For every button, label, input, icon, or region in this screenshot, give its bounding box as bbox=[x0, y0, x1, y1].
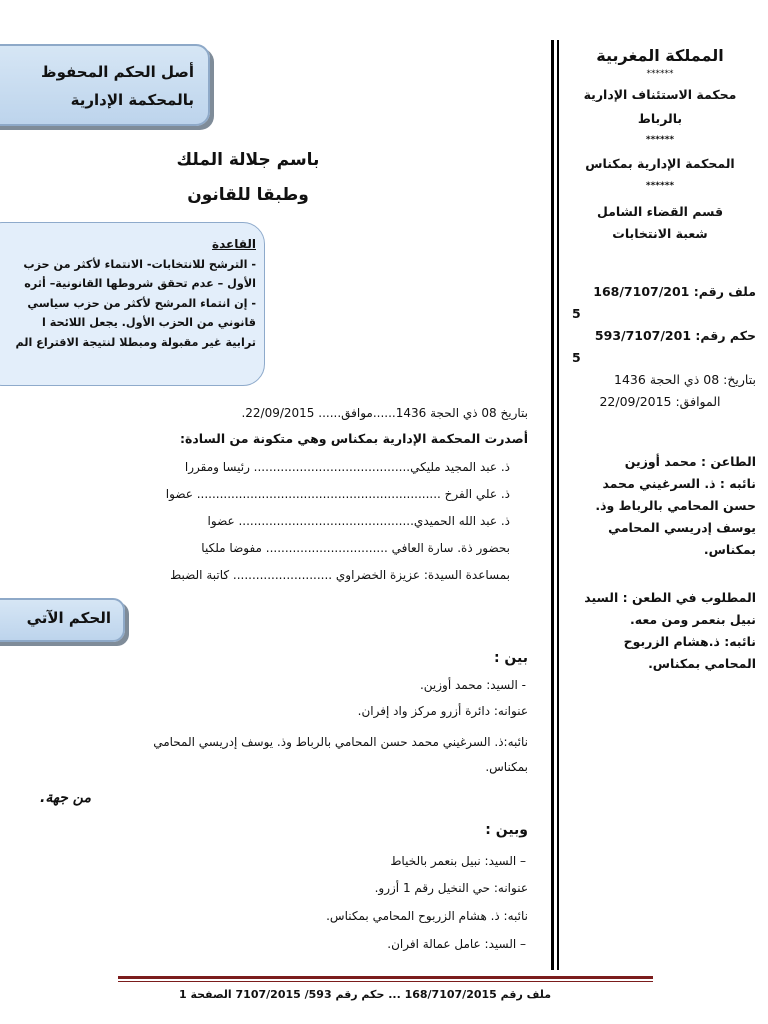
court-member: ذ. عبد المجيد مليكي......................................... رئيسا ومقررا bbox=[184, 460, 510, 474]
origin-line: أصل الحكم المحفوظ bbox=[41, 63, 194, 81]
party-line: - السيد: محمد أوزين. bbox=[419, 678, 526, 692]
appeal-city: بالرباط bbox=[637, 111, 683, 126]
separator-stars: ****** bbox=[645, 135, 675, 145]
rule-title: القاعدة bbox=[212, 237, 256, 251]
session-date: بتاريخ 08 ذي الحجة 1436......موافق...... 22/09/2015. bbox=[241, 406, 528, 420]
appeal-court: محكمة الاستئناف الإدارية bbox=[583, 87, 737, 102]
appellant-line: حسن المحامي بالرباط وذ. bbox=[595, 498, 756, 513]
admin-court: المحكمة الإدارية بمكناس bbox=[585, 156, 735, 171]
legal-rule-box bbox=[0, 222, 265, 386]
origin-stamp-box bbox=[0, 44, 210, 126]
party-line: – السيد: نبيل بنعمر بالخياط bbox=[390, 854, 526, 868]
party-line: عنوانه: دائرة أزرو مركز واد إفران. bbox=[357, 704, 528, 718]
respondent-line: المطلوب في الطعن : السيد bbox=[584, 590, 756, 605]
page-footer: ملف رقم 168/7107/2015 ... حكم رقم 593/ 7107/2015 الصفحة 1 bbox=[178, 988, 552, 1001]
court-member: ذ. علي الفرخ ................................................................ عضوا bbox=[165, 487, 510, 501]
divider-line bbox=[551, 40, 554, 970]
rule-line: قانوني من الحزب الأول. يجعل اللائحة ا bbox=[42, 316, 256, 329]
party-line: بمكناس. bbox=[485, 760, 528, 774]
court-member: بحضور ذة. سارة العافي ................................ مفوضا ملكيا bbox=[201, 541, 510, 555]
judgment-date: بتاريخ: 08 ذي الحجة 1436 bbox=[614, 372, 756, 387]
between-label: وبين : bbox=[485, 822, 528, 838]
file-number-tail: 5 bbox=[572, 306, 581, 321]
judgment-number-tail: 5 bbox=[572, 350, 581, 365]
royal-heading: باسم جلالة الملك bbox=[176, 150, 320, 170]
footer-rule bbox=[118, 981, 653, 982]
appellant-line: نائبه : ذ. السرغيني محمد bbox=[602, 476, 756, 491]
party-line: نائبه:ذ. السرغيني محمد حسن المحامي بالرباط وذ. يوسف إدريسي المحامي bbox=[153, 735, 528, 749]
from-side: من جهة. bbox=[40, 790, 91, 806]
rule-line: - إن انتماء المرشح لأكثر من حزب سياسي bbox=[27, 296, 256, 310]
footer-rule bbox=[118, 976, 653, 979]
court-issued: أصدرت المحكمة الإدارية بمكناس وهي متكونة من السادة: bbox=[179, 431, 528, 446]
court-member: ذ. عبد الله الحميدي.............................................. عضوا bbox=[207, 514, 510, 528]
appellant-line: بمكناس. bbox=[703, 542, 756, 557]
court-member: بمساعدة السيدة: عزيزة الخضراوي .......................... كاتبة الضبط bbox=[170, 568, 510, 582]
section-title: الحكم الآتي bbox=[26, 609, 111, 627]
judgment-date-gregorian: الموافق: 22/09/2015 bbox=[599, 394, 721, 409]
separator-stars: ****** bbox=[645, 181, 675, 191]
law-heading: وطبقا للقانون bbox=[187, 185, 309, 205]
department: قسم القضاء الشامل bbox=[596, 204, 724, 219]
appellant-line: الطاعن : محمد أوزين bbox=[624, 454, 756, 469]
rule-line: الأول – عدم تحقق شروطها القانونية– أثره bbox=[24, 277, 256, 290]
judgment-number: حكم رقم: 593/7107/201 bbox=[594, 328, 756, 343]
judgment-section-box bbox=[0, 598, 125, 642]
appellant-line: يوسف إدريسي المحامي bbox=[608, 520, 756, 535]
court-header-sidebar bbox=[558, 40, 762, 675]
party-line: عنوانه: حي النخيل رقم 1 أزرو. bbox=[374, 881, 528, 895]
party-line: – السيد: عامل عمالة افران. bbox=[387, 937, 526, 951]
origin-line: بالمحكمة الإدارية bbox=[70, 91, 194, 109]
file-number: ملف رقم: 168/7107/201 bbox=[593, 284, 756, 299]
respondent-line: المحامي بمكناس. bbox=[648, 656, 756, 671]
rule-line: ترابية غير مقبولة ومبطلا لنتيجة الاقتراع الم bbox=[15, 335, 256, 349]
rule-line: - الترشح للانتخابات- الانتماء لأكثر من حزب bbox=[23, 257, 256, 271]
kingdom-title: المملكة المغربية bbox=[596, 46, 724, 65]
divider-line bbox=[557, 40, 559, 970]
respondent-line: نائبه: ذ.هشام الزربوح bbox=[623, 634, 756, 649]
separator-stars: ****** bbox=[646, 69, 674, 79]
between-label: بين : bbox=[493, 650, 528, 666]
branch: شعبة الانتخابات bbox=[612, 226, 708, 241]
respondent-line: نبيل بنعمر ومن معه. bbox=[629, 612, 756, 627]
party-line: نائبه: ذ. هشام الزربوح المحامي بمكناس. bbox=[326, 909, 528, 923]
